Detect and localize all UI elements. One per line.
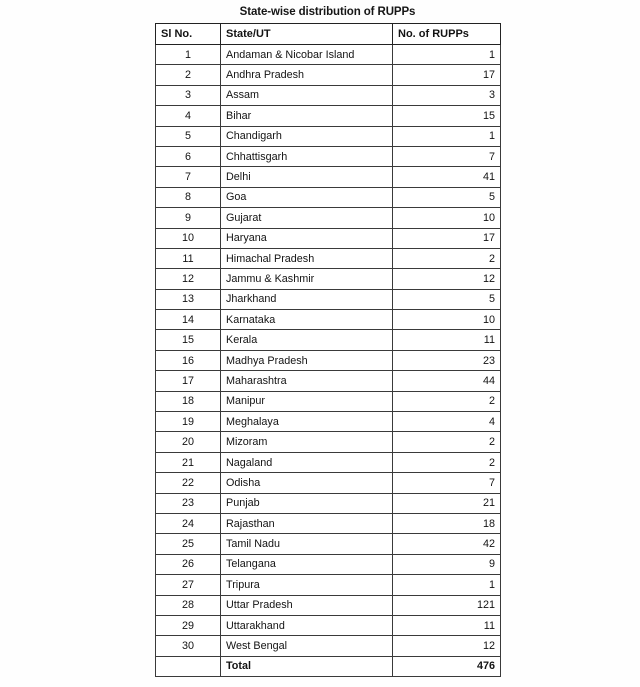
cell-state-ut: Kerala — [221, 330, 393, 350]
table-row — [156, 269, 501, 289]
cell-no-of-rupps: 2 — [393, 248, 501, 268]
cell-sl-no: 19 — [156, 412, 221, 432]
cell-state-ut: Chandigarh — [221, 126, 393, 146]
table-row — [156, 432, 501, 452]
cell-no-of-rupps: 12 — [393, 269, 501, 289]
cell-state-ut: Bihar — [221, 106, 393, 126]
cell-state-ut: Punjab — [221, 493, 393, 513]
table-row — [156, 493, 501, 513]
cell-state-ut: Jharkhand — [221, 289, 393, 309]
cell-sl-no: 11 — [156, 248, 221, 268]
cell-state-ut: Chhattisgarh — [221, 146, 393, 166]
cell-total-label: Total — [221, 656, 393, 676]
cell-no-of-rupps: 42 — [393, 534, 501, 554]
table-row — [156, 85, 501, 105]
table-row — [156, 554, 501, 574]
cell-sl-no: 3 — [156, 85, 221, 105]
cell-state-ut: Tamil Nadu — [221, 534, 393, 554]
cell-state-ut: Mizoram — [221, 432, 393, 452]
table-row — [156, 350, 501, 370]
cell-no-of-rupps: 44 — [393, 371, 501, 391]
column-header-state-ut: State/UT — [221, 24, 393, 45]
cell-no-of-rupps: 12 — [393, 636, 501, 656]
cell-no-of-rupps: 11 — [393, 330, 501, 350]
cell-sl-no: 12 — [156, 269, 221, 289]
cell-sl-no: 10 — [156, 228, 221, 248]
table-total-row — [156, 656, 501, 676]
cell-sl-no: 8 — [156, 187, 221, 207]
cell-sl-no: 21 — [156, 452, 221, 472]
cell-state-ut: Madhya Pradesh — [221, 350, 393, 370]
cell-state-ut: Telangana — [221, 554, 393, 574]
cell-state-ut: Tripura — [221, 575, 393, 595]
table-header — [156, 24, 501, 45]
cell-no-of-rupps: 7 — [393, 146, 501, 166]
table-row — [156, 391, 501, 411]
cell-sl-no: 26 — [156, 554, 221, 574]
table-row — [156, 146, 501, 166]
cell-state-ut: Rajasthan — [221, 513, 393, 533]
cell-no-of-rupps: 1 — [393, 575, 501, 595]
cell-state-ut: Delhi — [221, 167, 393, 187]
table-row — [156, 248, 501, 268]
cell-sl-no: 14 — [156, 310, 221, 330]
cell-no-of-rupps: 7 — [393, 473, 501, 493]
cell-state-ut: Nagaland — [221, 452, 393, 472]
table-row — [156, 513, 501, 533]
cell-no-of-rupps: 4 — [393, 412, 501, 432]
cell-state-ut: Maharashtra — [221, 371, 393, 391]
cell-total-sl-no — [156, 656, 221, 676]
cell-no-of-rupps: 9 — [393, 554, 501, 574]
cell-sl-no: 6 — [156, 146, 221, 166]
cell-sl-no: 4 — [156, 106, 221, 126]
cell-sl-no: 28 — [156, 595, 221, 615]
cell-state-ut: Uttarakhand — [221, 615, 393, 635]
cell-sl-no: 27 — [156, 575, 221, 595]
cell-no-of-rupps: 2 — [393, 391, 501, 411]
table-row — [156, 126, 501, 146]
cell-no-of-rupps: 10 — [393, 310, 501, 330]
table-row — [156, 208, 501, 228]
state-rupp-table — [155, 23, 501, 677]
cell-no-of-rupps: 23 — [393, 350, 501, 370]
cell-no-of-rupps: 2 — [393, 452, 501, 472]
cell-state-ut: West Bengal — [221, 636, 393, 656]
cell-no-of-rupps: 10 — [393, 208, 501, 228]
table-row — [156, 45, 501, 65]
cell-sl-no: 9 — [156, 208, 221, 228]
cell-state-ut: Jammu & Kashmir — [221, 269, 393, 289]
cell-no-of-rupps: 3 — [393, 85, 501, 105]
page-title: State-wise distribution of RUPPs — [239, 6, 416, 18]
cell-no-of-rupps: 1 — [393, 126, 501, 146]
table-row — [156, 106, 501, 126]
cell-no-of-rupps: 2 — [393, 432, 501, 452]
cell-no-of-rupps: 15 — [393, 106, 501, 126]
cell-no-of-rupps: 17 — [393, 65, 501, 85]
cell-state-ut: Assam — [221, 85, 393, 105]
cell-sl-no: 2 — [156, 65, 221, 85]
table-row — [156, 187, 501, 207]
cell-state-ut: Haryana — [221, 228, 393, 248]
table-row — [156, 65, 501, 85]
column-header-no-of-rupps: No. of RUPPs — [393, 24, 501, 45]
table-row — [156, 452, 501, 472]
table-row — [156, 330, 501, 350]
cell-state-ut: Meghalaya — [221, 412, 393, 432]
cell-state-ut: Andaman & Nicobar Island — [221, 45, 393, 65]
cell-state-ut: Uttar Pradesh — [221, 595, 393, 615]
cell-sl-no: 13 — [156, 289, 221, 309]
table-row — [156, 228, 501, 248]
cell-state-ut: Karnataka — [221, 310, 393, 330]
cell-state-ut: Andhra Pradesh — [221, 65, 393, 85]
cell-no-of-rupps: 18 — [393, 513, 501, 533]
cell-sl-no: 5 — [156, 126, 221, 146]
cell-sl-no: 22 — [156, 473, 221, 493]
cell-sl-no: 17 — [156, 371, 221, 391]
cell-sl-no: 30 — [156, 636, 221, 656]
column-header-sl-no: Sl No. — [156, 24, 221, 45]
cell-no-of-rupps: 5 — [393, 289, 501, 309]
cell-no-of-rupps: 121 — [393, 595, 501, 615]
table-row — [156, 412, 501, 432]
cell-state-ut: Manipur — [221, 391, 393, 411]
table-row — [156, 636, 501, 656]
cell-sl-no: 24 — [156, 513, 221, 533]
cell-sl-no: 18 — [156, 391, 221, 411]
cell-sl-no: 29 — [156, 615, 221, 635]
table-row — [156, 371, 501, 391]
cell-sl-no: 7 — [156, 167, 221, 187]
cell-sl-no: 23 — [156, 493, 221, 513]
cell-state-ut: Goa — [221, 187, 393, 207]
cell-no-of-rupps: 5 — [393, 187, 501, 207]
cell-sl-no: 15 — [156, 330, 221, 350]
cell-no-of-rupps: 41 — [393, 167, 501, 187]
table-row — [156, 167, 501, 187]
cell-no-of-rupps: 21 — [393, 493, 501, 513]
cell-total-count: 476 — [393, 656, 501, 676]
table-row — [156, 473, 501, 493]
cell-no-of-rupps: 17 — [393, 228, 501, 248]
cell-state-ut: Odisha — [221, 473, 393, 493]
table-row — [156, 615, 501, 635]
cell-state-ut: Himachal Pradesh — [221, 248, 393, 268]
cell-no-of-rupps: 1 — [393, 45, 501, 65]
cell-sl-no: 1 — [156, 45, 221, 65]
cell-sl-no: 20 — [156, 432, 221, 452]
table-row — [156, 575, 501, 595]
cell-sl-no: 16 — [156, 350, 221, 370]
table-row — [156, 289, 501, 309]
table-body — [156, 45, 501, 677]
table-row — [156, 534, 501, 554]
table-row — [156, 595, 501, 615]
table-header-row — [156, 24, 501, 45]
cell-sl-no: 25 — [156, 534, 221, 554]
table-row — [156, 310, 501, 330]
cell-no-of-rupps: 11 — [393, 615, 501, 635]
cell-state-ut: Gujarat — [221, 208, 393, 228]
